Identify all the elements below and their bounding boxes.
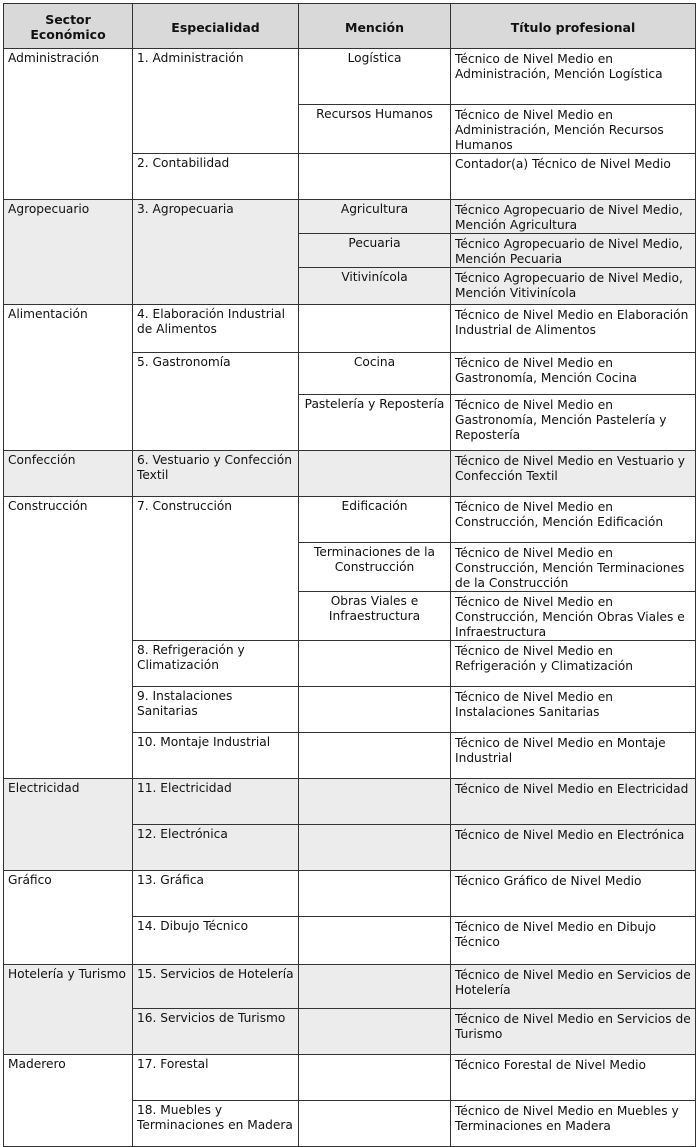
specialty-cell: 15. Servicios de Hotelería [133,965,299,1009]
title-cell: Técnico Gráfico de Nivel Medio [451,871,696,917]
sector-cell: Alimentación [4,305,133,451]
specialty-cell: 17. Forestal [133,1055,299,1101]
specialty-cell: 3. Agropecuaria [133,200,299,305]
title-cell: Técnico de Nivel Medio en Elaboración Industrial de Alimentos [451,305,696,353]
specialty-cell: 9. Instalaciones Sanitarias [133,687,299,733]
sector-cell: Gráfico [4,871,133,965]
title-cell: Técnico de Nivel Medio en Construcción, Mención Edificación [451,497,696,543]
sector-cell: Hotelería y Turismo [4,965,133,1055]
mention-cell: Vitivinícola [299,268,451,305]
mention-cell [299,733,451,779]
mention-cell: Obras Viales e Infraestructura [299,592,451,641]
title-cell: Técnico Agropecuario de Nivel Medio, Mención Vitivinícola [451,268,696,305]
title-cell: Técnico de Nivel Medio en Instalaciones Sanitarias [451,687,696,733]
title-cell: Técnico de Nivel Medio en Construcción, Mención Terminaciones de la Construcción [451,543,696,592]
specialty-cell: 11. Electricidad [133,779,299,825]
specialty-cell: 12. Electrónica [133,825,299,871]
table-row [4,200,696,234]
title-cell: Técnico Agropecuario de Nivel Medio, Mención Pecuaria [451,234,696,268]
mention-cell [299,154,451,200]
mention-cell: Pecuaria [299,234,451,268]
mention-cell [299,1055,451,1101]
sector-cell: Confección [4,451,133,497]
sector-cell: Electricidad [4,779,133,871]
table-row [4,451,696,497]
header-sector: Sector Económico [4,4,133,49]
title-cell: Técnico de Nivel Medio en Gastronomía, Mención Cocina [451,353,696,395]
sector-cell: Maderero [4,1055,133,1147]
mention-cell: Cocina [299,353,451,395]
mention-cell [299,687,451,733]
title-cell: Técnico de Nivel Medio en Dibujo Técnico [451,917,696,965]
title-cell: Técnico Agropecuario de Nivel Medio, Mención Agricultura [451,200,696,234]
header-mention: Mención [299,4,451,49]
table-row [4,497,696,543]
specialty-cell: 16. Servicios de Turismo [133,1009,299,1055]
header-row [4,4,696,49]
specialty-cell: 6. Vestuario y Confección Textil [133,451,299,497]
title-cell: Técnico de Nivel Medio en Electricidad [451,779,696,825]
mention-cell [299,1009,451,1055]
specialty-cell: 2. Contabilidad [133,154,299,200]
title-cell: Técnico de Nivel Medio en Refrigeración y Climatización [451,641,696,687]
table-row [4,871,696,917]
title-cell: Técnico de Nivel Medio en Vestuario y Confección Textil [451,451,696,497]
specialty-cell: 8. Refrigeración y Climatización [133,641,299,687]
specialty-cell: 13. Gráfica [133,871,299,917]
title-cell: Contador(a) Técnico de Nivel Medio [451,154,696,200]
mention-cell [299,917,451,965]
specialty-cell: 14. Dibujo Técnico [133,917,299,965]
mention-cell [299,451,451,497]
specialty-cell: 10. Montaje Industrial [133,733,299,779]
mention-cell [299,871,451,917]
specialty-cell: 5. Gastronomía [133,353,299,451]
specialty-cell: 1. Administración [133,49,299,154]
sector-cell: Construcción [4,497,133,779]
title-cell: Técnico de Nivel Medio en Montaje Industrial [451,733,696,779]
title-cell: Técnico de Nivel Medio en Administración, Mención Recursos Humanos [451,105,696,154]
sector-cell: Administración [4,49,133,200]
specialty-cell: 7. Construcción [133,497,299,641]
title-cell: Técnico de Nivel Medio en Gastronomía, Mención Pastelería y Repostería [451,395,696,451]
table-row [4,1055,696,1101]
mention-cell [299,965,451,1009]
mention-cell: Terminaciones de la Construcción [299,543,451,592]
title-cell: Técnico de Nivel Medio en Muebles y Terminaciones en Madera [451,1101,696,1147]
specialty-cell: 4. Elaboración Industrial de Alimentos [133,305,299,353]
title-cell: Técnico de Nivel Medio en Construcción, Mención Obras Viales e Infraestructura [451,592,696,641]
mention-cell [299,641,451,687]
table-row [4,49,696,105]
specialty-cell: 18. Muebles y Terminaciones en Madera [133,1101,299,1147]
mention-cell [299,825,451,871]
table-row [4,779,696,825]
mention-cell [299,1101,451,1147]
title-cell: Técnico de Nivel Medio en Electrónica [451,825,696,871]
title-cell: Técnico de Nivel Medio en Servicios de Hotelería [451,965,696,1009]
mention-cell [299,779,451,825]
title-cell: Técnico de Nivel Medio en Administración, Mención Logística [451,49,696,105]
table-row [4,305,696,353]
title-cell: Técnico de Nivel Medio en Servicios de Turismo [451,1009,696,1055]
title-cell: Técnico Forestal de Nivel Medio [451,1055,696,1101]
mention-cell: Recursos Humanos [299,105,451,154]
mention-cell: Pastelería y Repostería [299,395,451,451]
mention-cell: Logística [299,49,451,105]
header-title: Título profesional [451,4,696,49]
mention-cell [299,305,451,353]
header-specialty: Especialidad [133,4,299,49]
specialties-table [3,3,696,1147]
mention-cell: Edificación [299,497,451,543]
table-row [4,965,696,1009]
mention-cell: Agricultura [299,200,451,234]
sector-cell: Agropecuario [4,200,133,305]
